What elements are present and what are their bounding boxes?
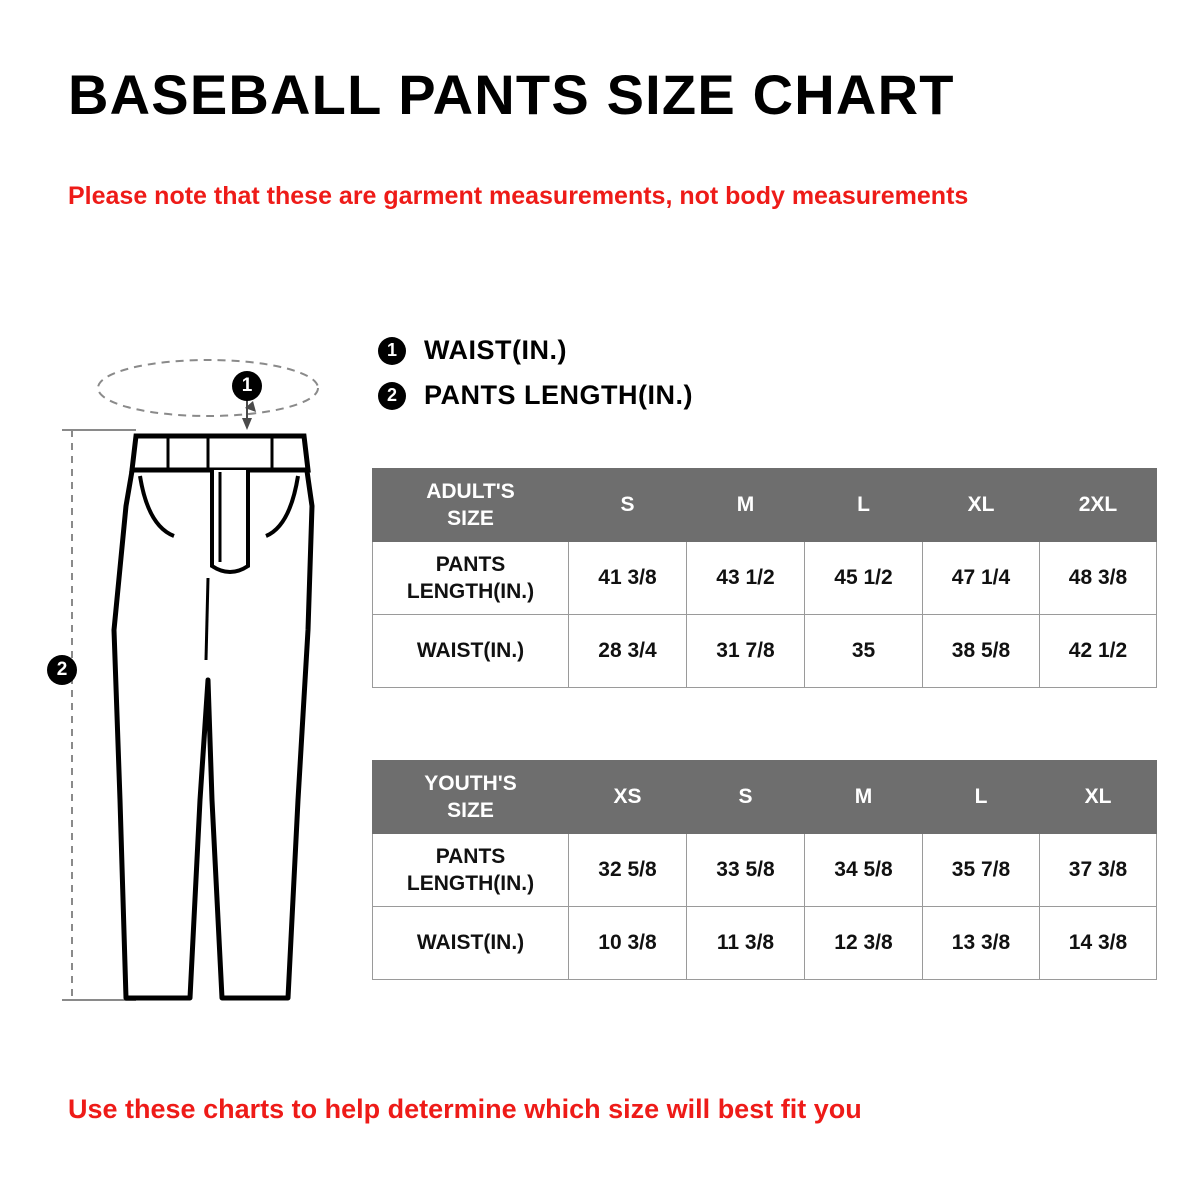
table-cell: 41 3/8 [569,542,687,615]
table-cell: 12 3/8 [805,907,923,980]
table-cell: 33 5/8 [687,834,805,907]
table-header-row [373,761,1157,834]
numbered-bullet-icon: 2 [378,382,406,410]
table-cell: 32 5/8 [569,834,687,907]
table-cell: 11 3/8 [687,907,805,980]
column-header: M [687,469,805,542]
column-header: XL [1040,761,1157,834]
pants-illustration [40,330,380,1020]
measurement-note: Please note that these are garment measurements, not body measurements [68,182,969,210]
marker-length: 2 [47,655,77,685]
table-cell: 14 3/8 [1040,907,1157,980]
numbered-bullet-icon: 1 [378,337,406,365]
marker-waist: 1 [232,371,262,401]
table-cell: 34 5/8 [805,834,923,907]
table-header-row [373,469,1157,542]
table-cell: 35 7/8 [923,834,1040,907]
legend-label-length: PANTS LENGTH(IN.) [424,380,693,410]
table-cell: 45 1/2 [805,542,923,615]
youth-size-header [373,761,569,834]
row-header-pants-length [373,542,569,615]
youth-size-table [372,760,1157,980]
page-title: BASEBALL PANTS SIZE CHART [68,63,955,126]
youth-size-header-line2: SIZE [447,799,494,822]
legend [378,335,693,425]
pants-diagram-svg [40,330,380,1020]
adult-size-table [372,468,1157,688]
row-header-line1: PANTS [435,845,506,868]
table-cell: 35 [805,615,923,688]
adult-size-header [373,469,569,542]
legend-item-length [378,380,693,411]
row-header-waist: WAIST(IN.) [373,615,569,688]
adult-size-header-line1: ADULT'S [426,480,515,503]
row-header-line2: LENGTH(IN.) [406,872,535,895]
table-row [373,834,1157,907]
table-row [373,907,1157,980]
row-header-pants-length [373,834,569,907]
table-row [373,615,1157,688]
table-cell: 38 5/8 [923,615,1040,688]
column-header: XL [923,469,1040,542]
row-header-line1: PANTS [435,553,506,576]
table-cell: 43 1/2 [687,542,805,615]
column-header: XS [569,761,687,834]
column-header: S [569,469,687,542]
footer-note: Use these charts to help determine which size will best fit you [68,1094,862,1124]
youth-size-header-line1: YOUTH'S [424,772,517,795]
table-cell: 37 3/8 [1040,834,1157,907]
column-header: S [687,761,805,834]
row-header-line2: LENGTH(IN.) [406,580,535,603]
table-cell: 13 3/8 [923,907,1040,980]
legend-item-waist [378,335,693,366]
column-header: L [805,469,923,542]
column-header: M [805,761,923,834]
row-header-waist: WAIST(IN.) [373,907,569,980]
table-cell: 28 3/4 [569,615,687,688]
table-row [373,542,1157,615]
table-cell: 10 3/8 [569,907,687,980]
column-header: L [923,761,1040,834]
table-cell: 47 1/4 [923,542,1040,615]
table-cell: 31 7/8 [687,615,805,688]
table-cell: 42 1/2 [1040,615,1157,688]
table-cell: 48 3/8 [1040,542,1157,615]
adult-size-header-line2: SIZE [447,507,494,530]
legend-label-waist: WAIST(IN.) [424,335,567,365]
column-header: 2XL [1040,469,1157,542]
